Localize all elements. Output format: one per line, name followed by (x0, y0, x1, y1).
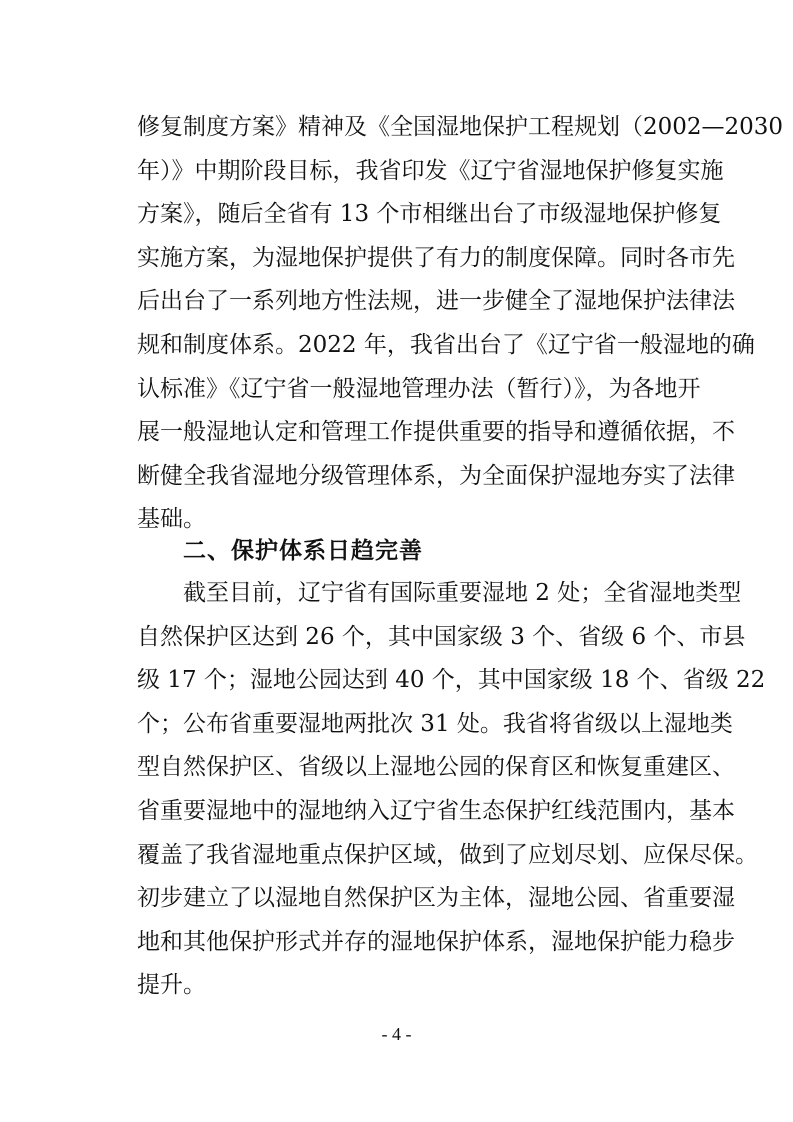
page-number: - 4 - (381, 1024, 412, 1044)
paragraph-line: 型自然保护区、省级以上湿地公园的保育区和恢复重建区、 (137, 754, 735, 781)
paragraph-line: 省重要湿地中的湿地纳入辽宁省生态保护红线范围内，基本 (137, 798, 735, 824)
paragraph-line-last: 基础。 (137, 506, 206, 533)
paragraph-line-last: 提升。 (137, 972, 206, 999)
paragraph-line: 覆盖了我省湿地重点保护区域，做到了应划尽划、应保尽保。 (137, 841, 758, 868)
paragraph-line: 级 17 个；湿地公园达到 40 个，其中国家级 18 个、省级 22 (137, 667, 766, 694)
paragraph-line: 断健全我省湿地分级管理体系，为全面保护湿地夯实了法律 (137, 462, 735, 489)
paragraph-line: 年）》中期阶段目标，我省印发《辽宁省湿地保护修复实施 (137, 157, 724, 184)
paragraph-line: 地和其他保护形式并存的湿地保护体系，湿地保护能力稳步 (137, 928, 735, 955)
paragraph-line: 自然保护区达到 26 个，其中国家级 3 个、省级 6 个、市县 (137, 623, 746, 650)
paragraph-line: 修复制度方案》精神及《全国湿地保护工程规划（2002—2030 (137, 114, 784, 140)
paragraph-line: 后出台了一系列地方性法规，进一步健全了湿地保护法律法 (137, 288, 735, 315)
paragraph-line: 方案》，随后全省有 13 个市相继出台了市级湿地保护修复 (137, 201, 722, 228)
paragraph-line: 规和制度体系。2022 年，我省出台了《辽宁省一般湿地的确 (137, 332, 755, 358)
paragraph-line: 个；公布省重要湿地两批次 31 处。我省将省级以上湿地类 (137, 710, 733, 737)
section-heading: 二、保护体系日趋完善 (183, 538, 423, 564)
paragraph-line: 截至目前，辽宁省有国际重要湿地 2 处；全省湿地类型 (183, 580, 742, 606)
paragraph-line: 展一般湿地认定和管理工作提供重要的指导和遵循依据，不 (137, 419, 735, 446)
paragraph-line: 认标准》《辽宁省一般湿地管理办法（暂行）》，为各地开 (137, 375, 701, 402)
paragraph-line: 初步建立了以湿地自然保护区为主体，湿地公园、省重要湿 (137, 885, 735, 912)
paragraph-line: 实施方案，为湿地保护提供了有力的制度保障。同时各市先 (137, 244, 735, 271)
